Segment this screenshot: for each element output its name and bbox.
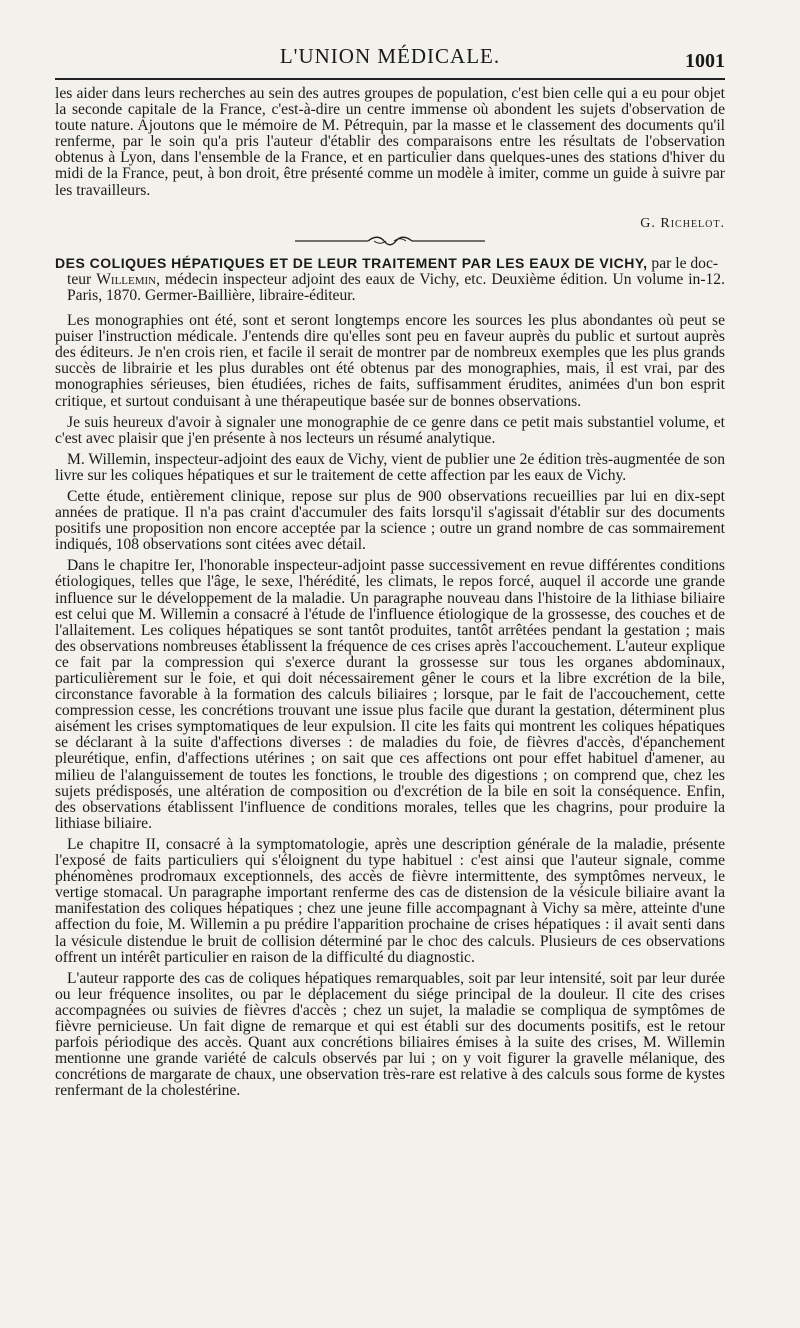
review-rest: médecin inspecteur adjoint des eaux de Vichy, etc. Deuxième édition. Un volume in-12. Paris, 1870. Germer-Baillière, libraire-éditeur. (67, 270, 726, 304)
review-by: par le doc- (651, 254, 719, 272)
page-header (55, 44, 725, 78)
review-author: Willemin, (96, 270, 161, 288)
page-body (55, 86, 725, 1099)
paragraph: Les monographies ont été, sont et seront longtemps encore les sources les plus abondantes où peut se puiser l'instruction médicale. J'entends dire qu'elles sont peu en faveur auprès du public et surtout auprès des éditeurs. Je n'en crois rien, et facile il serait de montrer par de nombreux exemples que les plus grands succès de librairie et les plus durables ont été obtenus par des monographies, mais, il est vrai, par des monographies sérieuses, bien étudiées, riches de faits, suffisamment érudites, animées d'un bon esprit critique, et surtout conduisant à une thérapeutique basée sur de bonnes observations. (55, 312, 725, 410)
paragraph: L'auteur rapporte des cas de coliques hépatiques remarquables, soit par leur intensité, soit par leur durée ou leur fréquence insolites, ou par le déplacement du siége principal de la douleur. Il cite des crises accompagnées ou suivies de fièvres d'accès ; chez un sujet, la maladie se compliqua de symptômes de fièvre pernicieuse. Un fait digne de remarque et qui est établi sur des documents positifs, est le retour parfois périodique des accès. Quant aux concrétions biliaires émises à la suite des crises, M. Willemin mentionne une grande variété de calculs observés par lui ; on y voit figurer la gravelle mélanique, des concrétions de margarate de chaux, une observation très-rare est relative à des calculs sous forme de kystes renfermant de la cholestérine. (55, 969, 725, 1100)
running-title: L'UNION MÉDICALE. (279, 44, 501, 68)
review-heading (55, 255, 725, 304)
paragraph: Cette étude, entièrement clinique, repose sur plus de 900 observations recueillies par lui en dix-sept années de pratique. Il n'a pas craint d'accumuler des faits lorsqu'il s'agissait d'établir sur des documents positifs une proposition non encore acceptée par la science ; outre un grand nombre de cas sommairement indiqués, 108 observations sont citées avec détail. (55, 487, 725, 554)
review-citation (67, 272, 725, 304)
signature-name: Richelot. (660, 215, 725, 231)
ornament-icon (290, 235, 490, 247)
review-teur: teur (67, 270, 92, 288)
ornamental-rule (55, 235, 725, 251)
paragraph: M. Willemin, inspecteur-adjoint des eaux de Vichy, vient de publier une 2e édition très-augmentée de son livre sur les coliques hépatiques et sur le traitement de cette affection par les eaux de Vichy. (55, 450, 725, 484)
signature (55, 216, 725, 232)
paragraph: Le chapitre II, consacré à la symptomatologie, après une description générale de la maladie, présente l'exposé de faits particuliers qui s'éloignent du type habituel : c'est ainsi que l'auteur signale, comme phénomènes prodromaux exceptionnels, des accès de fièvre intermittente, des symptômes nerveux, le vertige stomacal. Un paragraphe important renferme des cas de distension de la vésicule biliaire avant la manifestation des coliques hépatiques ; chez une jeune fille accompagnant à Vichy sa mère, atteinte d'une affection du foie, M. Willemin a pu prédire l'apparition prochaine de crises hépatiques : il avait senti dans la vésicule distendue le bruit de collision déterminé par le choc des calculs. Plusieurs de ces observations offrent un intérêt particulier en raison de la difficulté du diagnostic. (55, 835, 725, 966)
page-number: 1001 (685, 50, 725, 72)
paragraph: Je suis heureux d'avoir à signaler une monographie de ce genre dans ce petit mais substantiel volume, et c'est avec plaisir que j'en présente à nos lecteurs un résumé analytique. (55, 413, 725, 447)
signature-initial: G. (640, 215, 656, 231)
intro-paragraph: les aider dans leurs recherches au sein des autres groupes de population, c'est bien celle qui a eu pour objet la seconde capitale de la France, c'est-à-dire un centre immense où abondent les sujets d'observation de toute nature. Ajoutons que le mémoire de M. Pétrequin, par la masse et le classement des documents qu'il renferme, par le soin qu'a pris l'auteur d'établir des comparaisons entre les résultats de l'observation obtenus à Lyon, dans l'ensemble de la France, et en particulier dans quelques-unes des stations d'hiver du midi de la France, peut, à bon droit, être présenté comme un modèle à imiter, comme un guide à suivre par les travailleurs. (55, 85, 725, 199)
header-rule (55, 78, 725, 80)
paragraph: Dans le chapitre Ier, l'honorable inspecteur-adjoint passe successivement en revue différentes conditions étiologiques, telles que l'âge, le sexe, l'hérédité, les climats, le repos forcé, auquel il accorde une grande influence sur le développement de la maladie. Un paragraphe nouveau dans l'histoire de la lithiase biliaire est celui que M. Willemin a consacré à l'étude de l'influence étiologique de la grossesse, des couches et de l'allaitement. Les coliques hépatiques se sont tantôt produites, tantôt arrêtées pendant la gestation ; mais des observations nombreuses établissent la fréquence de ces crises après l'accouchement. L'auteur explique ce fait par la compression qui s'exerce durant la grossesse sur tous les organes abdominaux, particulièrement sur le foie, et qui doit nécessairement gêner le cours et la libre excrétion de la bile, circonstance favorable à la formation des calculs biliaires ; lorsque, par le fait de l'accouchement, cette compression cesse, les concrétions trouvant une issue plus facile que durant la gestation, déterminent plus aisément les crises symptomatiques de leur expulsion. Il cite les faits qui montrent les coliques hépatiques se déclarant à la suite d'affections diverses : de maladies du foie, de fièvres d'accès, d'épanchement pleurétique, enfin, d'affections utérines ; on sait que ces affections ont pour effet habituel d'amener, au milieu de l'alanguissement de toutes les fonctions, le trouble des digestions ; on comprend que, chez les sujets prédisposés, une altération de composition ou d'excrétion de la bile en soit la conséquence. Enfin, des observations établissent l'influence de conditions morales, telles que les chagrins, pour produire la lithiase biliaire. (55, 557, 725, 832)
review-title: DES COLIQUES HÉPATIQUES ET DE LEUR TRAITEMENT PAR LES EAUX DE VICHY, (55, 254, 648, 271)
